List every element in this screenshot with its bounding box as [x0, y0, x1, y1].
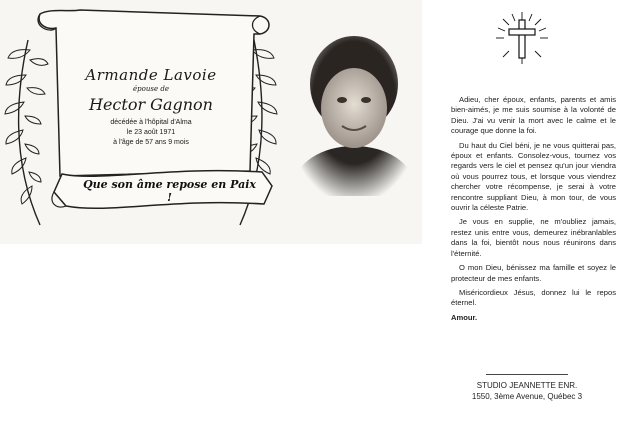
death-date: le 23 août 1971: [126, 129, 176, 136]
studio-name: STUDIO JEANNETTE ENR.: [476, 381, 578, 390]
prayer-text: [451, 95, 616, 327]
banner-text: Que son âme repose en Paix !: [83, 178, 256, 204]
husband-name: Hector Gagnon: [89, 95, 213, 114]
divider: [486, 374, 568, 375]
studio-address: 1550, 3ème Avenue, Québec 3: [471, 392, 583, 401]
epouse-label: épouse de: [133, 85, 169, 93]
memorial-card-front: [0, 0, 422, 244]
portrait-photo: [296, 26, 412, 196]
prayer-closing: Amour.: [451, 312, 478, 322]
memorial-text: [58, 66, 244, 148]
death-place: décédée à l'hôpital d'Alma: [110, 119, 192, 126]
prayer-paragraph: Adieu, cher époux, enfants, parents et amis bien-aimés, je me suis soumise à la volonté de Dieu. J'ai vu venir la mort avec le calme et le courage que donne la foi.: [451, 95, 616, 136]
deceased-name: Armande Lavoie: [85, 66, 217, 84]
age-line: à l'âge de 57 ans 9 mois: [113, 139, 189, 146]
radiant-cross-icon: [494, 10, 550, 66]
prayer-paragraph: Miséricordieux Jésus, donnez lui le repos éternel.: [451, 287, 616, 308]
studio-credit: [447, 380, 607, 402]
prayer-paragraph: Du haut du Ciel béni, je ne vous quitterai pas, époux et enfants. Consolez-vous, tournez vos regards vers le ciel et pensez qu'un jour viendra où vous pourrez tous, et lorsque vous viendrez chercher votre récompense, je serai à votre rencontre suppliant Dieu, à mon tour, de vous ouvrir la céleste Patrie.: [451, 140, 616, 213]
prayer-paragraph: O mon Dieu, bénissez ma famille et soyez le protecteur de mes enfants.: [451, 263, 616, 283]
prayer-paragraph: Je vous en supplie, ne m'oubliez jamais, restez unis entre vous, demeurez inébranlables dans la foi, bientôt nous nous réunirons dans l'éternité.: [451, 217, 616, 258]
